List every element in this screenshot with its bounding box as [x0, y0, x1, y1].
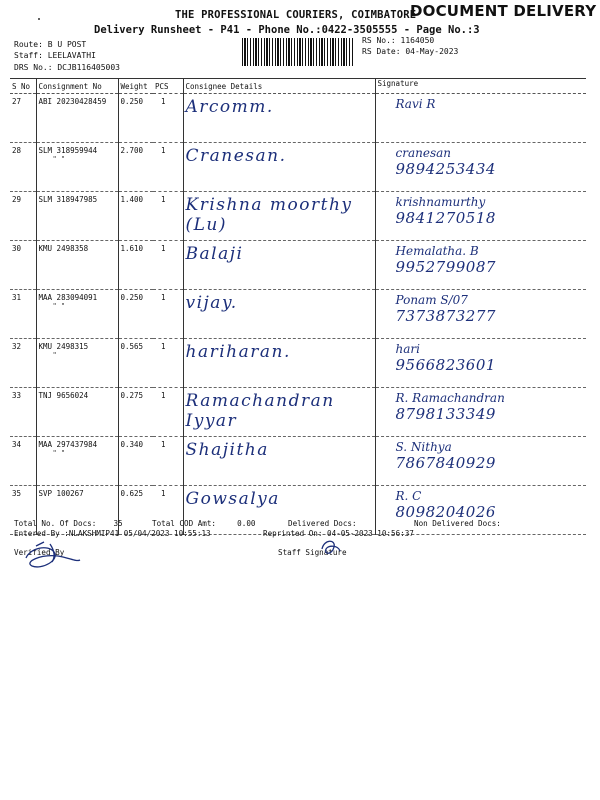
consignment-number: MAA 283094091 — [38, 293, 98, 302]
row-weight: 0.340 — [118, 437, 153, 486]
verified-by-label: Verified By — [14, 548, 65, 557]
signature-name: R. C — [395, 489, 422, 503]
runsheet-table — [10, 78, 586, 535]
row-signature — [375, 241, 586, 290]
row-consignment — [36, 437, 118, 486]
tick-mark: " — [52, 351, 57, 359]
row-sno: 29 — [10, 192, 36, 241]
row-consignee: Shajitha — [183, 437, 375, 486]
row-consignee: Krishna moorthy (Lu) — [183, 192, 375, 241]
row-pcs: 1 — [153, 339, 183, 388]
tick-mark: " " — [52, 155, 66, 163]
row-pcs: 1 — [153, 388, 183, 437]
row-weight: 0.565 — [118, 339, 153, 388]
delivered-docs: Delivered Docs: — [288, 519, 357, 528]
row-consignee: Ramachandran Iyyar — [183, 388, 375, 437]
signature-phone: 8098204026 — [395, 503, 496, 521]
signature-name: Ponam S/07 — [395, 293, 468, 307]
consignment-number: KMU 2498358 — [38, 244, 89, 253]
row-sno: 28 — [10, 143, 36, 192]
col-consignee: Consignee Details — [183, 79, 375, 94]
row-signature — [375, 290, 586, 339]
signature-phone: 7867840929 — [395, 454, 496, 472]
row-consignee: Arcomm. — [183, 94, 375, 143]
table-row — [10, 94, 586, 143]
total-docs-value: 35 — [113, 519, 123, 528]
staff-signature — [318, 537, 344, 559]
signature-name: S. Nithya — [395, 440, 452, 454]
signature-name: Hemalatha. B — [395, 244, 479, 258]
row-consignee: vijay. — [183, 290, 375, 339]
signature-phone: 9841270518 — [395, 209, 496, 227]
consignment-number: SLM 318947985 — [38, 195, 98, 204]
corner-mark — [38, 18, 40, 20]
row-pcs: 1 — [153, 486, 183, 535]
document-delivery-stamp: DOCUMENT DELIVERY — [410, 2, 597, 20]
row-pcs: 1 — [153, 241, 183, 290]
row-weight: 0.250 — [118, 94, 153, 143]
col-pcs: PCS — [153, 79, 183, 94]
row-consignment — [36, 192, 118, 241]
row-sno: 30 — [10, 241, 36, 290]
signature-name: krishnamurthy — [395, 195, 486, 209]
cod-amount — [152, 519, 255, 528]
col-sno: S No — [10, 79, 36, 94]
row-pcs: 1 — [153, 290, 183, 339]
row-consignment — [36, 339, 118, 388]
company-name: THE PROFESSIONAL COURIERS, COIMBATORE — [175, 9, 417, 21]
rs-date: RS Date: 04-May-2023 — [362, 47, 459, 56]
row-consignment — [36, 143, 118, 192]
row-weight: 1.400 — [118, 192, 153, 241]
barcode — [242, 38, 354, 66]
row-consignee: Balaji — [183, 241, 375, 290]
row-pcs: 1 — [153, 94, 183, 143]
col-signature: Signature — [375, 79, 586, 94]
table-row — [10, 241, 586, 290]
table-row — [10, 339, 586, 388]
reprinted-on: Reprinted On: 04-05-2023 10:56:37 — [263, 529, 414, 538]
row-sno: 27 — [10, 94, 36, 143]
row-weight: 0.275 — [118, 388, 153, 437]
row-weight: 1.610 — [118, 241, 153, 290]
total-docs — [14, 519, 123, 528]
runsheet-title: Delivery Runsheet - P41 - Phone No.:0422-3505555 - Page No.:3 — [94, 24, 480, 36]
consignment-number: MAA 297437984 — [38, 440, 98, 449]
total-docs-label: Total No. Of Docs: — [14, 519, 97, 528]
tick-mark: " " — [52, 302, 66, 310]
table-row — [10, 192, 586, 241]
row-sno: 33 — [10, 388, 36, 437]
row-signature — [375, 339, 586, 388]
consignment-number: SVP 100267 — [38, 489, 84, 498]
row-consignee: Cranesan. — [183, 143, 375, 192]
signature-name: hari — [395, 342, 420, 356]
row-signature — [375, 437, 586, 486]
table-header-row — [10, 79, 586, 94]
staff-signature-label: Staff Signature — [278, 548, 347, 557]
table-row — [10, 437, 586, 486]
signature-phone: 9566823601 — [395, 356, 496, 374]
row-consignment — [36, 388, 118, 437]
row-signature — [375, 94, 586, 143]
row-pcs: 1 — [153, 192, 183, 241]
row-consignment — [36, 290, 118, 339]
signature-phone: 8798133349 — [395, 405, 496, 423]
staff-label: Staff: LEELAVATHI — [14, 51, 96, 60]
signature-phone: 7373873277 — [395, 307, 496, 325]
row-pcs: 1 — [153, 143, 183, 192]
row-sno: 34 — [10, 437, 36, 486]
col-consignment: Consignment No — [36, 79, 118, 94]
col-weight: Weight — [118, 79, 153, 94]
consignment-number: SLM 318959944 — [38, 146, 98, 155]
row-consignee: Gowsalya — [183, 486, 375, 535]
row-weight: 2.700 — [118, 143, 153, 192]
route-label: Route: B U POST — [14, 40, 87, 49]
drs-number: DRS No.: DCJB116405003 — [14, 63, 120, 72]
row-weight: 0.625 — [118, 486, 153, 535]
signature-name: R. Ramachandran — [395, 391, 505, 405]
entered-by: Entered By :NLAKSHMIP41 05/04/2023 10:55:13 — [14, 529, 211, 538]
row-weight: 0.250 — [118, 290, 153, 339]
verifier-signature — [20, 540, 84, 574]
signature-name: Ravi R — [395, 97, 436, 111]
signature-phone: 9952799087 — [395, 258, 496, 276]
row-signature — [375, 192, 586, 241]
row-consignee: hariharan. — [183, 339, 375, 388]
row-signature — [375, 388, 586, 437]
cod-label: Total COD Amt: — [152, 519, 217, 528]
cod-value: 0.00 — [237, 519, 256, 528]
row-pcs: 1 — [153, 437, 183, 486]
row-sno: 35 — [10, 486, 36, 535]
table-row — [10, 143, 586, 192]
rs-number: RS No.: 1164050 — [362, 36, 435, 45]
consignment-number: ABI 20230428459 — [38, 97, 107, 106]
row-signature — [375, 143, 586, 192]
table-row — [10, 388, 586, 437]
row-sno: 31 — [10, 290, 36, 339]
signature-phone: 9894253434 — [395, 160, 496, 178]
consignment-number: TNJ 9656024 — [38, 391, 89, 400]
signature-name: cranesan — [395, 146, 451, 160]
row-consignment — [36, 94, 118, 143]
tick-mark: " " — [52, 449, 66, 457]
row-sno: 32 — [10, 339, 36, 388]
row-consignment — [36, 241, 118, 290]
non-delivered-docs: Non Delivered Docs: — [414, 519, 501, 528]
table-row — [10, 290, 586, 339]
consignment-number: KMU 2498315 — [38, 342, 89, 351]
